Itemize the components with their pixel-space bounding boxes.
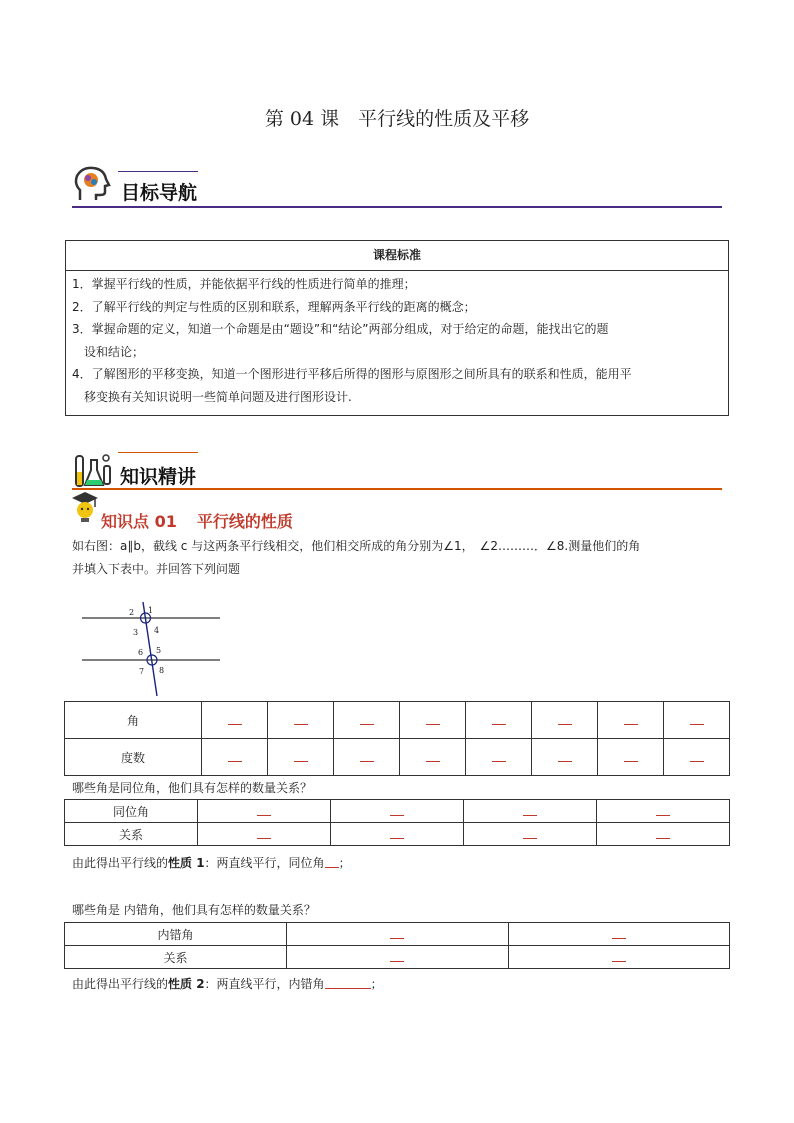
graduate-icon <box>70 490 100 524</box>
corr-cell[interactable] <box>597 800 730 823</box>
angle-cell[interactable] <box>532 702 598 739</box>
degree-cell[interactable] <box>400 739 466 776</box>
flask-icon <box>72 450 114 490</box>
corr-cell[interactable] <box>331 800 464 823</box>
degree-cell[interactable] <box>268 739 334 776</box>
angle-cell[interactable] <box>268 702 334 739</box>
alt-cell[interactable] <box>287 923 509 946</box>
section-top-line <box>118 452 198 453</box>
intro-line: 并填入下表中。并回答下列问题 <box>72 562 241 576</box>
angle-label: 3 <box>133 628 139 637</box>
angle-label: 6 <box>138 648 144 657</box>
section-heading-knowledge: 知识精讲 <box>120 466 197 488</box>
corr-cell[interactable] <box>198 800 331 823</box>
angle-label: 4 <box>154 626 160 635</box>
angle-table <box>64 701 730 776</box>
intro-line: 如右图：a∥b，截线 c 与这两条平行线相交，他们相交所成的角分别为∠1， ∠2………．∠8.测量他们的角 <box>72 539 641 553</box>
question-alternate: 哪些角是 内错角，他们具有怎样的数量关系？ <box>72 903 316 917</box>
property-blank[interactable] <box>325 980 371 989</box>
standard-item: 移变换有关知识说明一些简单问题及进行图形设计. <box>84 389 352 404</box>
property-blank[interactable] <box>325 859 339 868</box>
property-label: 性质 1 <box>168 856 205 870</box>
alternate-angle-table <box>64 922 730 969</box>
property-1 <box>72 852 351 875</box>
degree-cell[interactable] <box>598 739 664 776</box>
angle-cell[interactable] <box>598 702 664 739</box>
angle-cell[interactable] <box>664 702 730 739</box>
angle-label: 2 <box>129 608 135 617</box>
relation-cell[interactable] <box>331 823 464 846</box>
corr-row-header: 同位角 <box>65 800 198 823</box>
section-top-line <box>118 171 198 172</box>
parallel-lines-figure <box>78 600 223 700</box>
section-underline <box>72 488 722 490</box>
degree-cell[interactable] <box>202 739 268 776</box>
alt-row-header: 内错角 <box>65 923 287 946</box>
property-prefix: 由此得出平行线的 <box>72 856 169 870</box>
degree-cell[interactable] <box>532 739 598 776</box>
degree-row-header: 度数 <box>65 739 202 776</box>
angle-cell[interactable] <box>202 702 268 739</box>
standard-item: 设和结论； <box>84 344 145 359</box>
alt-relation-row-header: 关系 <box>65 946 287 969</box>
relation-cell[interactable] <box>464 823 597 846</box>
angle-cell[interactable] <box>400 702 466 739</box>
corresponding-angle-table <box>64 799 730 846</box>
property-label: 性质 2 <box>168 977 205 991</box>
standard-item: 3．掌握命题的定义，知道一个命题是由“题设”和“结论”两部分组成，对于给定的命题，能找出它的题 <box>72 322 609 336</box>
angle-cell[interactable] <box>334 702 400 739</box>
section-heading-goals: 目标导航 <box>121 182 198 204</box>
relation-cell[interactable] <box>198 823 331 846</box>
standard-item: 2．了解平行线的判定与性质的区别和联系，理解两条平行线的距离的概念； <box>72 299 476 314</box>
property-2 <box>72 973 383 996</box>
alt-relation-cell[interactable] <box>508 946 730 969</box>
knowledge-point-name: 平行线的性质 <box>196 512 293 531</box>
corr-cell[interactable] <box>464 800 597 823</box>
degree-cell[interactable] <box>334 739 400 776</box>
relation-cell[interactable] <box>597 823 730 846</box>
alt-relation-cell[interactable] <box>287 946 509 969</box>
property-text: ：两直线平行，同位角 <box>204 856 325 870</box>
angle-row-header: 角 <box>65 702 202 739</box>
property-suffix: ； <box>370 977 383 991</box>
angle-label: 5 <box>156 646 162 655</box>
section-underline <box>72 206 722 208</box>
knowledge-point-label: 知识点 01 <box>101 512 177 531</box>
degree-cell[interactable] <box>664 739 730 776</box>
angle-label: 8 <box>159 666 165 675</box>
angle-label: 7 <box>139 667 145 676</box>
question-corresponding: 哪些角是同位角，他们具有怎样的数量关系？ <box>72 781 313 795</box>
alt-cell[interactable] <box>508 923 730 946</box>
degree-cell[interactable] <box>466 739 532 776</box>
property-text: ：两直线平行，内错角 <box>204 977 325 991</box>
angle-cell[interactable] <box>466 702 532 739</box>
standard-item: 4．了解图形的平移变换，知道一个图形进行平移后所得的图形与原图形之间所具有的联系和性质，能用平 <box>72 367 632 381</box>
property-suffix: ； <box>338 856 351 870</box>
brain-head-icon <box>72 164 112 204</box>
relation-row-header: 关系 <box>65 823 198 846</box>
page-title: 第 04 课 平行线的性质及平移 <box>264 108 530 130</box>
course-standard-box <box>65 240 729 416</box>
course-standard-header: 课程标准 <box>66 241 728 271</box>
standard-item: 1．掌握平行线的性质，并能依据平行线的性质进行简单的推理； <box>72 277 416 291</box>
property-prefix: 由此得出平行线的 <box>72 977 169 991</box>
intro-text <box>72 535 732 581</box>
angle-label: 1 <box>148 606 154 615</box>
knowledge-point-title <box>101 509 293 532</box>
